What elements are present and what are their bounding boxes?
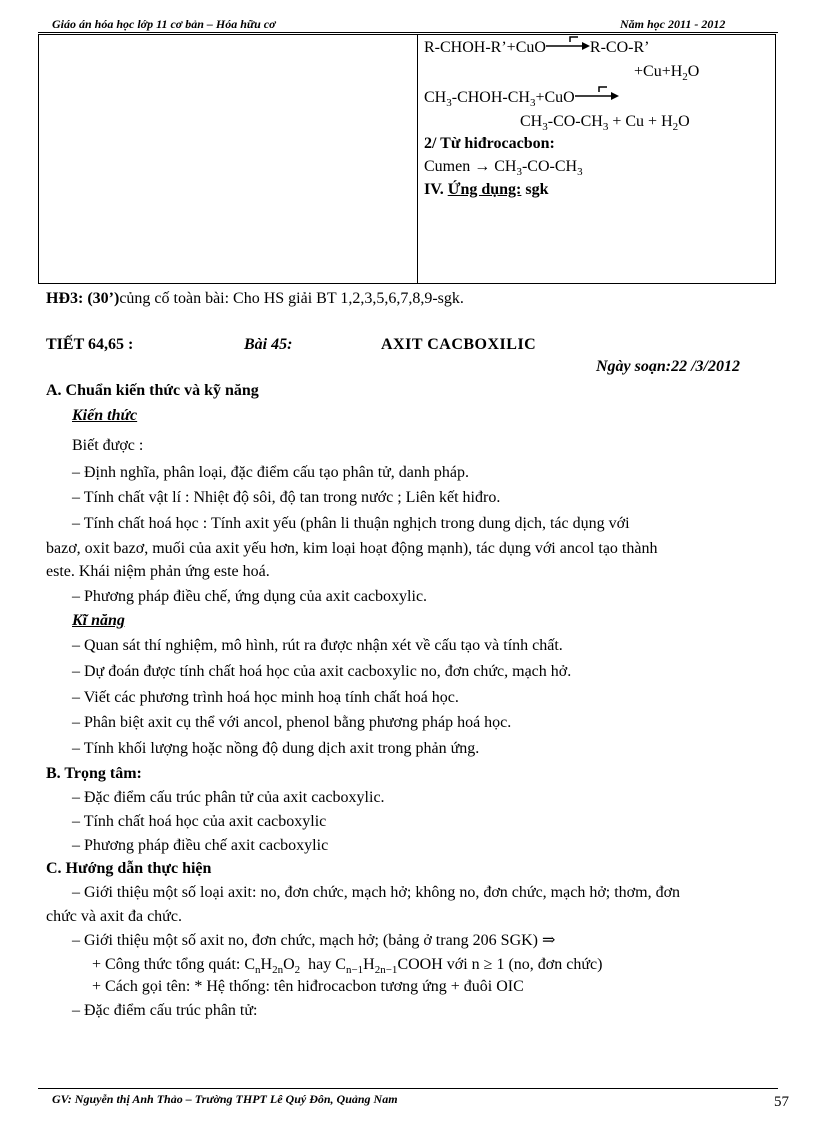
list-item: – Đặc điểm cấu trúc phân tử:	[72, 1002, 258, 1019]
reaction-2-part: -CHOH-CH	[451, 89, 530, 106]
cumen-lhs: Cumen	[424, 158, 471, 175]
reaction-1-cont-end: O	[687, 63, 700, 80]
formula-part: + Công thức tổng quát: C	[92, 956, 256, 973]
page-number: 57	[774, 1094, 789, 1110]
section-a-title: A. Chuẩn kiến thức và kỹ năng	[46, 382, 259, 399]
subscript: 3	[602, 121, 609, 134]
list-item: – Tính chất hoá học của axit cacboxylic	[72, 813, 327, 830]
list-item: – Viết các phương trình hoá học minh hoạ tính chất hoá học.	[72, 689, 459, 706]
biet-duoc: Biết được :	[72, 437, 144, 454]
section-4-value: sgk	[525, 181, 549, 198]
header-right: Năm học 2011 - 2012	[620, 17, 726, 31]
subscript: 2n	[272, 964, 284, 977]
subscript: 3	[577, 166, 583, 179]
list-item: – Dự đoán được tính chất hoá học của axit cacboxylic no, đơn chức, mạch hở.	[72, 663, 572, 680]
section-4-heading	[424, 178, 549, 202]
section-2-title: 2/ Từ hiđrocacbon:	[424, 135, 555, 152]
formula-part: O	[283, 956, 295, 973]
subscript: 2	[672, 121, 679, 134]
section-b-title: B. Trọng tâm:	[46, 765, 142, 782]
reaction-2-part: +CuO	[535, 89, 575, 106]
reaction-2-part: CH	[424, 89, 447, 106]
general-formula	[92, 953, 602, 977]
list-item: – Tính chất hoá học : Tính axit yếu (phân li thuận nghịch trong dung dịch, tác dụng với	[72, 515, 630, 532]
reaction-1-lhs: R-CHOH-R’+CuO	[424, 39, 546, 56]
cumen-reaction	[424, 155, 583, 179]
subscript: 3	[529, 97, 536, 110]
subscript: 3	[516, 166, 522, 179]
hd3-label: HĐ3:	[46, 290, 84, 307]
lesson-tiet: TIẾT 64,65 :	[46, 336, 134, 353]
heat-arrow-icon	[575, 92, 619, 104]
kien-thuc-heading: Kiến thức	[72, 407, 138, 424]
list-item: – Giới thiệu một số loại axit: no, đơn chức, mạch hở; không no, đơn chức, mạch hở; thơm, đơn	[72, 884, 681, 901]
cumen-rhs: CH	[494, 158, 517, 175]
subscript: n−1	[345, 964, 364, 977]
header-divider	[38, 32, 778, 33]
subscript: 3	[542, 121, 548, 134]
lesson-date: Ngày soạn:22 /3/2012	[596, 358, 740, 375]
list-item: – Giới thiệu một số axit no, đơn chức, mạch hở; (bảng ở trang 206 SGK) ⇒	[72, 932, 556, 949]
list-item-cont: bazơ, oxit bazơ, muối của axit yếu hơn, kim loại hoạt động mạnh), tác dụng với ancol tạo thành	[46, 540, 658, 557]
header-left: Giáo án hóa học lớp 11 cơ bản – Hóa hữu cơ	[52, 17, 276, 31]
list-item-cont: este. Khái niệm phản ứng este hoá.	[46, 563, 270, 580]
formula-part: H	[260, 956, 273, 973]
reaction-2-product-part: + Cu + H	[608, 113, 673, 130]
table-column-divider	[417, 35, 418, 283]
reaction-2-product-part: O	[678, 113, 690, 130]
subscript: 2n−1	[374, 964, 398, 977]
list-item: – Quan sát thí nghiệm, mô hình, rút ra được nhận xét về cấu tạo và tính chất.	[72, 637, 563, 654]
reaction-1-rhs: R-CO-R’	[589, 39, 650, 56]
subscript: n	[255, 964, 261, 977]
heat-arrow-icon	[546, 42, 590, 54]
section-c-title: C. Hướng dẫn thực hiện	[46, 860, 212, 877]
subscript: 3	[446, 97, 452, 110]
reaction-2-product-part: CH	[520, 113, 543, 130]
section-4-number: IV.	[424, 181, 444, 198]
footer-divider	[38, 1088, 778, 1089]
list-item: – Tính chất vật lí : Nhiệt độ sôi, độ tan trong nước ; Liên kết hiđro.	[72, 489, 501, 506]
cumen-rhs: -CO-CH	[521, 158, 578, 175]
list-item: – Định nghĩa, phân loại, đặc điểm cấu tạo phân tử, danh pháp.	[72, 464, 470, 481]
arrow-right-icon: →	[474, 158, 491, 175]
hd3-line	[46, 287, 464, 311]
subscript: 2	[294, 964, 301, 977]
lesson-title: AXIT CACBOXILIC	[381, 336, 537, 353]
subscript: 2	[682, 71, 688, 84]
footer-left: GV: Nguyễn thị Anh Thảo – Trường THPT Lê Quý Đôn, Quảng Nam	[52, 1092, 398, 1106]
list-item: – Phân biệt axit cụ thể với ancol, phenol bằng phương pháp hoá học.	[72, 714, 512, 731]
lesson-bai: Bài 45:	[244, 336, 293, 353]
list-item: – Tính khối lượng hoặc nồng độ dung dịch axit trong phản ứng.	[72, 740, 480, 757]
hd3-time: (30’)	[87, 290, 120, 307]
reaction-2-products	[520, 110, 690, 134]
list-item-cont: chức và axit đa chức.	[46, 908, 182, 925]
formula-part: hay C	[300, 956, 346, 973]
ki-nang-heading: Kĩ năng	[72, 612, 125, 629]
reaction-2	[424, 86, 619, 110]
section-4-title: Ứng dụng:	[447, 181, 522, 198]
formula-part: COOH với n ≥ 1 (no, đơn chức)	[397, 956, 603, 973]
naming-rule: + Cách gọi tên: * Hệ thống: tên hiđrocacbon tương ứng + đuôi OIC	[92, 978, 524, 995]
hd3-text: củng cố toàn bài: Cho HS giải BT 1,2,3,5,6,7,8,9-sgk.	[119, 290, 464, 307]
list-item: – Đặc điểm cấu trúc phân tử của axit cacboxylic.	[72, 789, 385, 806]
reaction-2-product-part: -CO-CH	[547, 113, 603, 130]
reaction-1-cont: +Cu+H	[634, 63, 683, 80]
reaction-1	[424, 36, 649, 60]
list-item: – Phương pháp điều chế, ứng dụng của axit cacboxylic.	[72, 588, 428, 605]
formula-part: H	[363, 956, 375, 973]
list-item: – Phương pháp điều chế axit cacboxylic	[72, 837, 329, 854]
reaction-1-products	[634, 60, 699, 84]
